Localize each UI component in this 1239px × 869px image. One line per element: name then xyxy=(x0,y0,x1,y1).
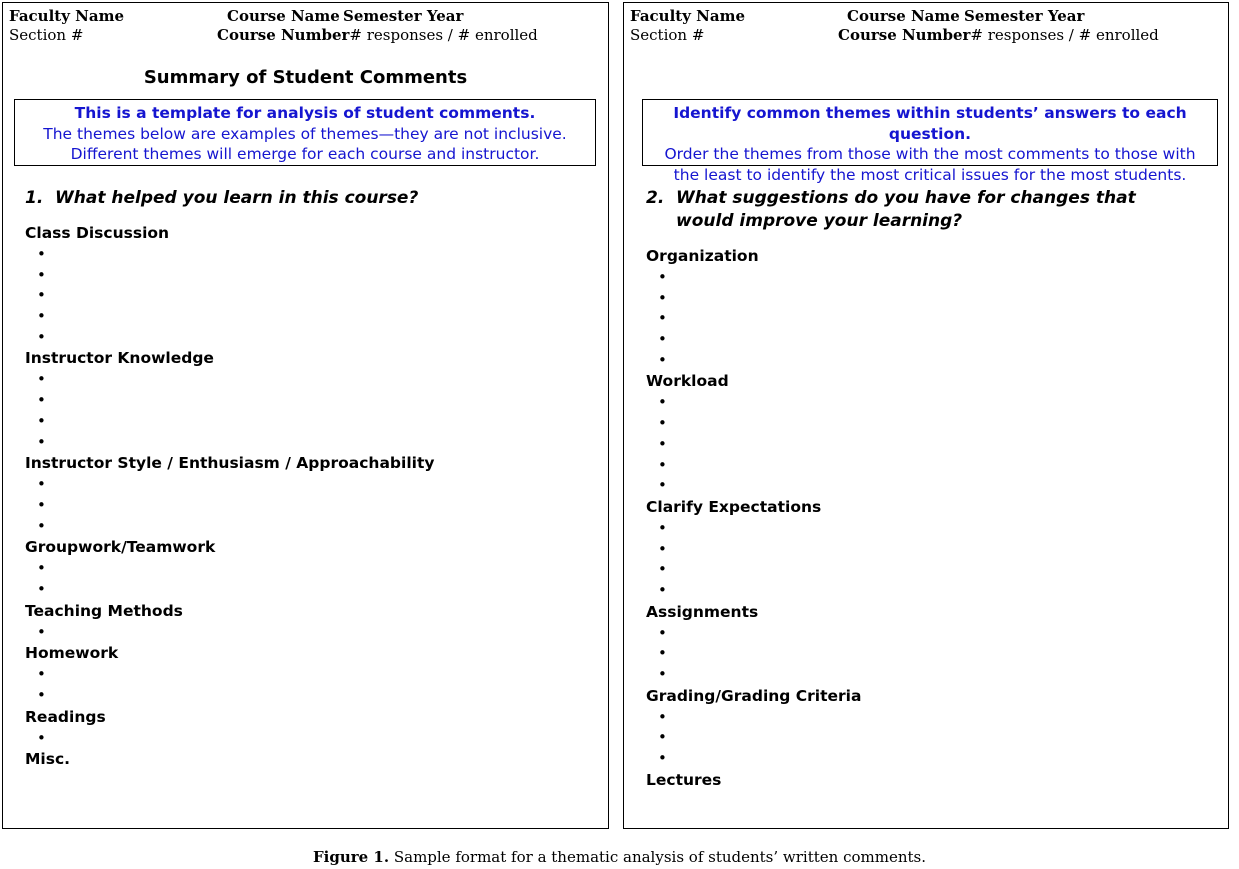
instructions-note xyxy=(642,99,1218,184)
bullet-point xyxy=(646,518,861,539)
bullet-point xyxy=(646,748,861,769)
theme-title: Class Discussion xyxy=(25,224,170,242)
question-number: 2. xyxy=(646,188,665,208)
question-number: 1. xyxy=(25,188,44,208)
bullet-point xyxy=(646,580,861,601)
bullet-point xyxy=(25,265,434,286)
right-panel xyxy=(623,2,1229,829)
bullet-point xyxy=(25,728,434,749)
course-number: Course Number xyxy=(217,26,350,44)
caption-label: Figure 1. xyxy=(312,848,390,866)
theme-title: Homework xyxy=(25,644,119,663)
bullet-point xyxy=(25,495,434,516)
responses-enrolled: # responses / # enrolled xyxy=(970,26,1159,44)
theme-title: Assignments xyxy=(646,602,759,621)
theme-title: Groupwork/Teamwork xyxy=(25,538,216,557)
theme-title: Clarify Expectations xyxy=(646,497,822,516)
bullet-point xyxy=(646,288,861,309)
note-line-1: Identify common themes within students’ answers to each question. xyxy=(673,104,1187,143)
faculty-name: Faculty Name xyxy=(630,7,745,25)
bullet-point xyxy=(646,664,861,685)
bullet-point xyxy=(646,643,861,664)
theme-title: Instructor Style / Enthusiasm / Approachability xyxy=(25,454,435,473)
bullet-point xyxy=(646,308,861,329)
theme-title: Misc. xyxy=(25,750,71,769)
bullet-point xyxy=(25,622,434,643)
question-2 xyxy=(646,187,1206,235)
faculty-name: Faculty Name xyxy=(9,7,124,25)
theme-title: Lectures xyxy=(646,770,722,789)
question-1 xyxy=(25,187,585,211)
bullet-point xyxy=(646,623,861,644)
semester-year: Semester Year xyxy=(964,7,1085,25)
note-line-3: Different themes will emerge for each course and instructor. xyxy=(70,145,540,163)
bullet-point xyxy=(646,267,861,288)
theme-list xyxy=(25,222,434,770)
bullet-point xyxy=(25,685,434,706)
section-number: Section # xyxy=(630,26,705,44)
bullet-point xyxy=(646,413,861,434)
course-number: Course Number xyxy=(838,26,971,44)
bullet-point xyxy=(646,475,861,496)
course-number-line xyxy=(217,26,538,44)
course-number-line xyxy=(838,26,1159,44)
bullet-point xyxy=(646,455,861,476)
caption-text: Sample format for a thematic analysis of students’ written comments. xyxy=(393,848,926,866)
summary-title: Summary of Student Comments xyxy=(143,67,468,88)
section-number: Section # xyxy=(9,26,84,44)
responses-enrolled: # responses / # enrolled xyxy=(349,26,538,44)
theme-title: Organization xyxy=(646,247,759,265)
note-line-2: The themes below are examples of themes—they are not inclusive. xyxy=(43,124,567,143)
note-line-2: Order the themes from those with the most comments to those with xyxy=(664,145,1196,163)
bullet-point xyxy=(646,434,861,455)
bullet-point xyxy=(646,392,861,413)
bullet-point xyxy=(646,727,861,748)
bullet-point xyxy=(646,539,861,560)
bullet-point xyxy=(25,411,434,432)
theme-title: Teaching Methods xyxy=(25,601,183,620)
bullet-point xyxy=(646,559,861,580)
semester-year: Semester Year xyxy=(343,7,464,25)
theme-title: Grading/Grading Criteria xyxy=(646,686,862,705)
figure-caption xyxy=(0,848,1239,866)
bullet-point xyxy=(25,474,434,495)
bullet-point xyxy=(646,707,861,728)
bullet-point xyxy=(25,579,434,600)
bullet-point xyxy=(25,244,434,265)
question-text: What helped you learn in this course? xyxy=(55,188,419,208)
question-text: What suggestions do you have for changes that would improve your learning? xyxy=(676,188,1136,231)
theme-title: Workload xyxy=(646,372,729,391)
bullet-point xyxy=(25,664,434,685)
theme-title: Instructor Knowledge xyxy=(25,349,214,368)
bullet-point xyxy=(25,432,434,453)
note-line-1: This is a template for analysis of student comments. xyxy=(74,104,536,122)
bullet-point xyxy=(25,390,434,411)
bullet-point xyxy=(25,327,434,348)
note-line-3: the least to identify the most critical issues for the most students. xyxy=(673,165,1187,184)
bullet-point xyxy=(25,306,434,327)
theme-title: Readings xyxy=(25,707,106,726)
template-note xyxy=(14,99,596,166)
theme-list xyxy=(646,245,861,791)
bullet-point xyxy=(25,369,434,390)
bullet-point xyxy=(25,516,434,537)
bullet-point xyxy=(646,329,861,350)
bullet-point xyxy=(646,350,861,371)
course-name: Course Name xyxy=(847,7,960,25)
bullet-point xyxy=(25,285,434,306)
course-name: Course Name xyxy=(227,7,340,25)
bullet-point xyxy=(25,558,434,579)
left-panel xyxy=(2,2,609,829)
